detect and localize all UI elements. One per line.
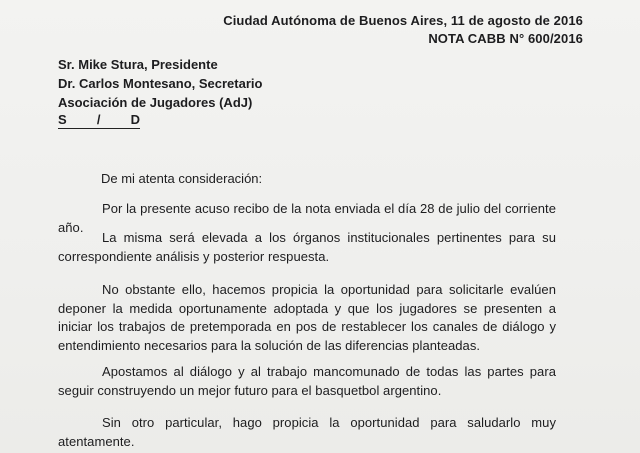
paragraph-2: La misma será elevada a los órganos institucionales pertinentes para su correspondiente análisis y posterior respuesta. [58,230,556,264]
sd-slash: / [96,112,101,127]
addressee-block [58,55,262,129]
sd-abbreviation [58,112,140,129]
paragraph-4: Apostamos al diálogo y al trabajo mancomunado de todas las partes para seguir construyendo un mejor futuro para el basquetbol argentino. [58,364,556,398]
place-date: Ciudad Autónoma de Buenos Aires, 11 de agosto de 2016 [223,13,583,28]
greeting: De mi atenta consideración: [101,171,263,186]
paragraph-3: No obstante ello, hacemos propicia la oportunidad para solicitarle evalúen deponer la medida oportunamente adoptada y que los jugadores se presenten a iniciar los trabajos de pretemporada en pos de restablecer los canales de diálogo y entendimiento necesarios para la solución de las diferencias planteadas. [58,282,556,353]
paragraph-5: Sin otro particular, hago propicia la oportunidad para saludarlo muy atentamente. [58,415,556,449]
note-number: NOTA CABB N° 600/2016 [428,31,583,46]
sd-d: D [130,112,140,127]
addressee-line-3: Asociación de Jugadores (AdJ) [58,95,253,110]
sd-s: S [58,112,67,127]
paragraph-1: Por la presente acuso recibo de la nota enviada el día 28 de julio del corriente año. [58,201,556,235]
letter-header [223,12,583,48]
addressee-line-2: Dr. Carlos Montesano, Secretario [58,76,263,91]
addressee-line-1: Sr. Mike Stura, Presidente [58,57,218,72]
